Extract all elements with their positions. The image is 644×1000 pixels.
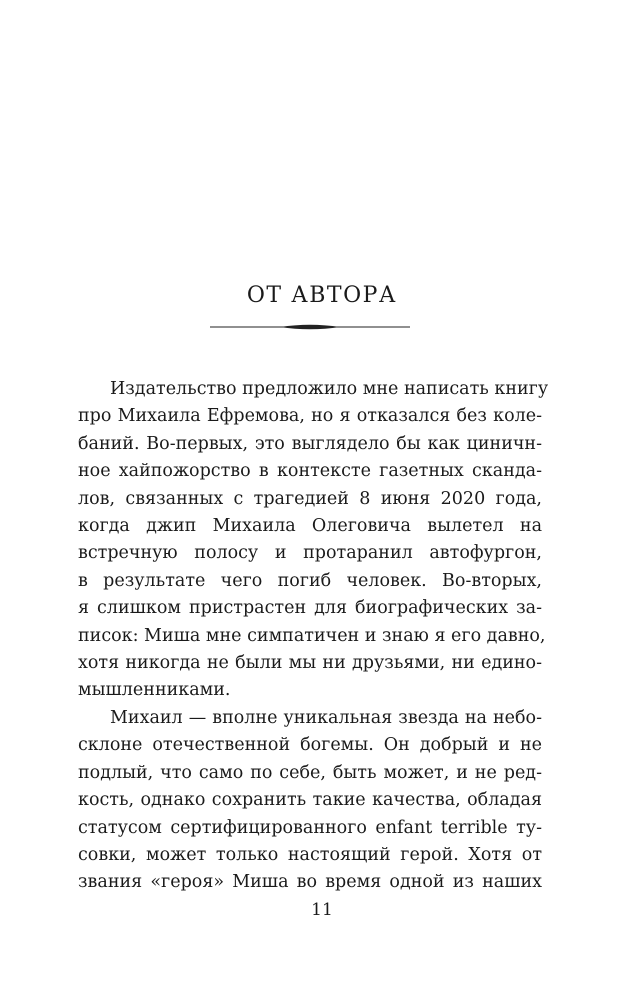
body-text (78, 376, 549, 897)
text-line: писок: Миша мне симпатичен и знаю я его давно, (78, 625, 546, 646)
text-line: склоне отечественной богемы. Он добрый и не (78, 735, 542, 756)
text-line: Издательство предложило мне написать книгу (110, 379, 549, 399)
text-line: про Михаила Ефремова, но я отказался без коле- (78, 406, 542, 427)
title-divider-ornament (210, 321, 410, 333)
text-line: кость, однако сохранить такие качества, обладая (78, 790, 542, 811)
text-line: встречную полосу и протаранил автофургон, (78, 543, 542, 564)
text-line: лов, связанных с трагедией 8 июня 2020 года, (78, 488, 542, 509)
page-number: 11 (311, 900, 333, 920)
text-line: баний. Во-первых, это выглядело бы как циничн- (78, 433, 542, 454)
text-line: статусом сертифицированного enfant terrible ту- (78, 817, 542, 838)
text-line: когда джип Михаила Олеговича вылетел на (78, 516, 542, 537)
text-line: Михаил — вполне уникальная звезда на небо- (110, 707, 542, 728)
text-line: в результате чего погиб человек. Во-вторых, (78, 570, 542, 591)
text-line: звания «героя» Миша во время одной из наших (78, 872, 542, 893)
text-line: хотя никогда не были мы ни друзьями, ни едино- (78, 653, 542, 674)
text-line: я слишком пристрастен для биографических за- (78, 598, 542, 619)
text-line: подлый, что само по себе, быть может, и не ред- (78, 762, 542, 783)
text-line: ное хайпожорство в контексте газетных скандa- (78, 461, 542, 482)
text-line: совки, может только настоящий герой. Хотя от (78, 844, 542, 865)
text-line: мышленниками. (78, 680, 231, 701)
chapter-title: ОТ АВТОРА (246, 283, 398, 308)
